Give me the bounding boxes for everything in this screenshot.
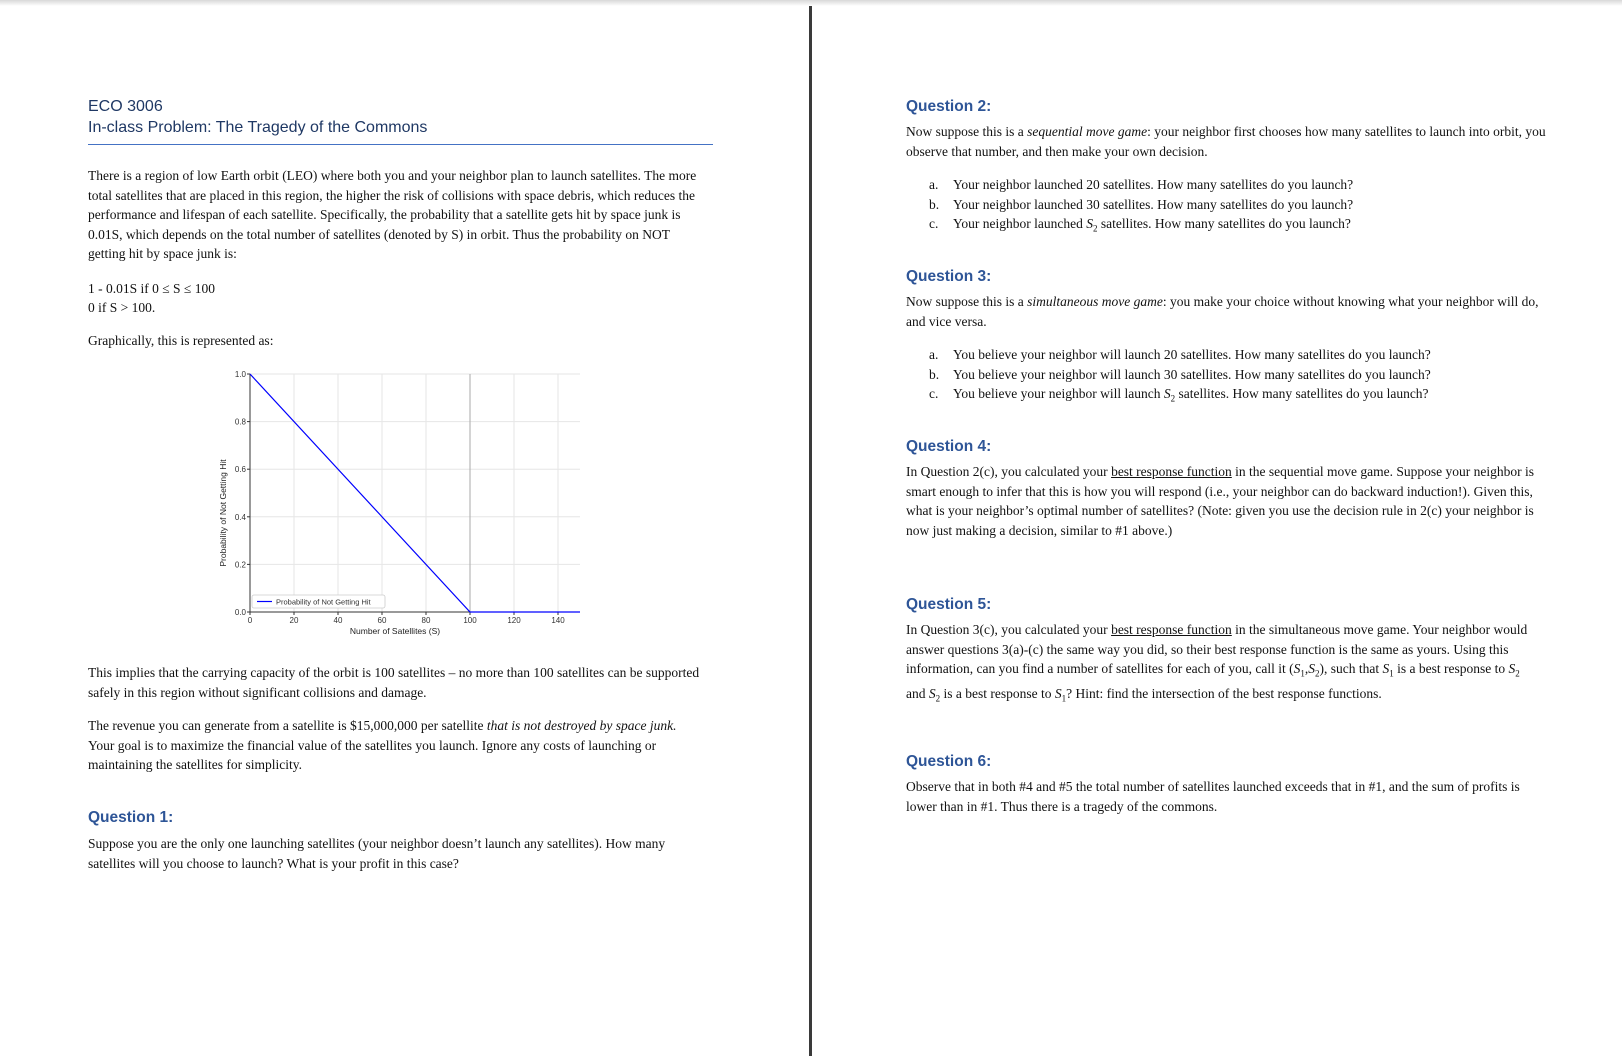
- q2-text-c-pre: Your neighbor launched: [953, 216, 1087, 231]
- y-tick-label: 0.4: [234, 512, 246, 522]
- q3-symbol-s: S: [1163, 386, 1171, 401]
- question-3-list: [929, 345, 1549, 409]
- q5-sub: 2: [935, 693, 941, 704]
- q5-text-mid2: ), such that: [1319, 661, 1383, 676]
- q3-text-b: You believe your neighbor will launch 30 satellites. How many satellites do you launch?: [953, 366, 1431, 382]
- x-tick-label: 60: [377, 616, 387, 625]
- question-1-text: Suppose you are the only one launching satellites (your neighbor doesn’t launch any satellites). How many satellites will you choose to launch? What is your profit in this case?: [88, 836, 666, 871]
- x-tick-label: 100: [463, 616, 477, 625]
- y-tick-label: 0.6: [234, 465, 246, 475]
- q3-text-a: You believe your neighbor will launch 20 satellites. How many satellites do you launch?: [953, 347, 1431, 362]
- q5-sub: 2: [1315, 668, 1320, 679]
- q5-s: S: [1293, 661, 1301, 676]
- q5-sub: 1: [1389, 668, 1394, 679]
- question-2-list: [929, 175, 1549, 239]
- q2-text-b: Your neighbor launched 30 satellites. How many satellites do you launch?: [953, 196, 1354, 212]
- revenue-text-start: The revenue you can generate from a satellite is $15,000,000 per satellite: [88, 718, 487, 733]
- q3-intro-start: Now suppose this is a: [906, 294, 1028, 309]
- q3-label-a: a.: [929, 347, 939, 362]
- question-3-intro: [906, 292, 1546, 331]
- series-line: [250, 374, 580, 612]
- q2-intro-italic: sequential move game: [1027, 124, 1148, 139]
- q5-s: S: [928, 686, 936, 702]
- q2-label-c: c.: [929, 216, 939, 231]
- question-6-text: Observe that in both #4 and #5 the total number of satellites launched exceeds that in #1, and the sum of profits is lower than in #1. Thus there is a tragedy of the commons.: [906, 779, 1520, 814]
- q5-comma: ,: [1304, 661, 1309, 676]
- q5-s: S: [1308, 661, 1315, 676]
- top-shadow: [0, 0, 1622, 6]
- q5-sub: 2: [1515, 668, 1520, 679]
- q5-text-mid3: is a best response to: [1393, 661, 1509, 676]
- x-tick-label: 40: [333, 616, 343, 625]
- formula-line-1: 1 - 0.01S if 0 ≤ S ≤ 100: [88, 281, 215, 296]
- formula-line-2: 0 if S > 100.: [88, 300, 156, 315]
- right-page: [812, 0, 1622, 1056]
- question-4-text: [906, 462, 1536, 540]
- q5-sub: 1: [1300, 668, 1305, 679]
- q2-label-a: a.: [929, 177, 939, 192]
- q3-intro-italic: simultaneous move game: [1027, 294, 1163, 309]
- q4-link: best response function: [1111, 464, 1232, 479]
- q2-text-a: Your neighbor launched 20 satellites. How many satellites do you launch?: [953, 177, 1354, 192]
- q5-sub: 1: [1061, 693, 1067, 704]
- q3-item-b: [929, 365, 1549, 385]
- q2-item-a: [929, 175, 1549, 195]
- q5-link: best response function: [1111, 622, 1232, 637]
- left-page: [0, 0, 809, 1056]
- q5-text-mid4: and: [906, 686, 929, 702]
- q2-intro-end: : your neighbor first chooses how many satellites to launch into orbit, you observe that number, and then make your own decision.: [906, 124, 1546, 159]
- q3-item-c: [929, 384, 1549, 409]
- y-tick-label: 1.0: [234, 370, 246, 379]
- q5-text-start: In Question 3(c), you calculated your: [906, 622, 1112, 637]
- question-2-heading: Question 2:: [906, 98, 992, 115]
- q3-item-a: [929, 345, 1549, 365]
- q2-item-b: [929, 195, 1549, 215]
- y-tick-label: 0.2: [234, 560, 246, 570]
- q5-s: S: [1054, 686, 1062, 702]
- q2-intro-start: Now suppose this is a: [906, 124, 1028, 139]
- x-tick-label: 140: [551, 616, 565, 625]
- x-tick-label: 120: [507, 616, 521, 625]
- legend-label: Probability of Not Getting Hit: [276, 597, 371, 607]
- q2-label-b: b.: [929, 196, 940, 212]
- question-5-heading: Question 5:: [906, 596, 992, 613]
- x-tick-label: 80: [421, 616, 431, 625]
- graph-intro: Graphically, this is represented as:: [88, 333, 274, 348]
- capacity-paragraph: This implies that the carrying capacity of the orbit is 100 satellites – no more than 100 satellites can be supported safely in this region without significant collisions and damage.: [88, 665, 700, 700]
- revenue-text-italic: that is not destroyed by space junk.: [486, 718, 677, 733]
- y-tick-label: 0.8: [234, 417, 246, 427]
- question-4-heading: Question 4:: [906, 438, 992, 455]
- question-1-heading: Question 1:: [88, 809, 174, 826]
- q4-text-start: In Question 2(c), you calculated your: [906, 464, 1112, 479]
- q2-symbol-s: S: [1086, 216, 1093, 231]
- q3-label-c: c.: [929, 386, 939, 401]
- q5-s: S: [1382, 661, 1390, 676]
- probability-chart: [210, 362, 590, 652]
- x-tick-label: 0: [247, 616, 253, 625]
- x-tick-label: 20: [289, 616, 299, 625]
- q5-s: S: [1508, 661, 1516, 676]
- q5-text-mid5: is a best response to: [940, 686, 1055, 702]
- document-title: In-class Problem: The Tragedy of the Commons: [88, 119, 428, 136]
- revenue-text-end: Your goal is to maximize the financial value of the satellites you launch. Ignore any costs of launching or maintaining the satellites for simplicity.: [88, 737, 657, 772]
- intro-paragraph: There is a region of low Earth orbit (LEO) where both you and your neighbor plan to launch satellites. The more total satellites that are placed in this region, the higher the risk of collisions with space debris, which reduces the performance and lifespan of each satellite. Specifically, the probability that a satellite gets hit by space junk is 0.01S, which depends on the total number of satellites (denoted by S) in orbit. Thus the probability on NOT getting hit by space junk is:: [88, 168, 697, 261]
- x-axis-label: Number of Satellites (S): [349, 626, 441, 636]
- q2-item-c: [929, 214, 1549, 239]
- title-underline: [88, 144, 713, 145]
- q3-symbol-sub: 2: [1170, 393, 1176, 404]
- revenue-paragraph: [88, 716, 698, 775]
- question-2-intro: [906, 122, 1546, 161]
- q2-symbol-sub: 2: [1092, 223, 1098, 234]
- q3-text-c-pre: You believe your neighbor will launch: [953, 386, 1164, 401]
- q3-label-b: b.: [929, 366, 940, 382]
- q2-text-c-post: satellites. How many satellites do you launch?: [1097, 216, 1351, 231]
- course-code: ECO 3006: [88, 98, 163, 115]
- q3-intro-end: : you make your choice without knowing what your neighbor will do, and vice versa.: [906, 294, 1539, 329]
- q5-text-end: ? Hint: find the intersection of the best response functions.: [1066, 686, 1382, 702]
- q5-text-mid1: in the simultaneous move game. Your neighbor would answer questions 3(a)-(c) the same way you did, so their best response function is the same as yours. Using this information, can you find a number of satellites for each of you, call it (: [906, 622, 1528, 676]
- y-axis-label: Probability of Not Getting Hit: [218, 459, 228, 567]
- question-6-heading: Question 6:: [906, 753, 992, 770]
- q3-text-c-post: satellites. How many satellites do you launch?: [1175, 386, 1429, 401]
- y-tick-label: 0.0: [234, 608, 246, 617]
- q4-text-end: in the sequential move game. Suppose your neighbor is smart enough to infer that this is how you will respond (i.e., your neighbor can do backward induction!). Given this, what is your neighbor’s optimal number of satellites? (Note: given you use the decision rule in 2(c) your neighbor is now just making a decision, similar to #1 above.): [906, 464, 1534, 538]
- question-5-text: [906, 620, 1536, 709]
- question-3-heading: Question 3:: [906, 268, 992, 285]
